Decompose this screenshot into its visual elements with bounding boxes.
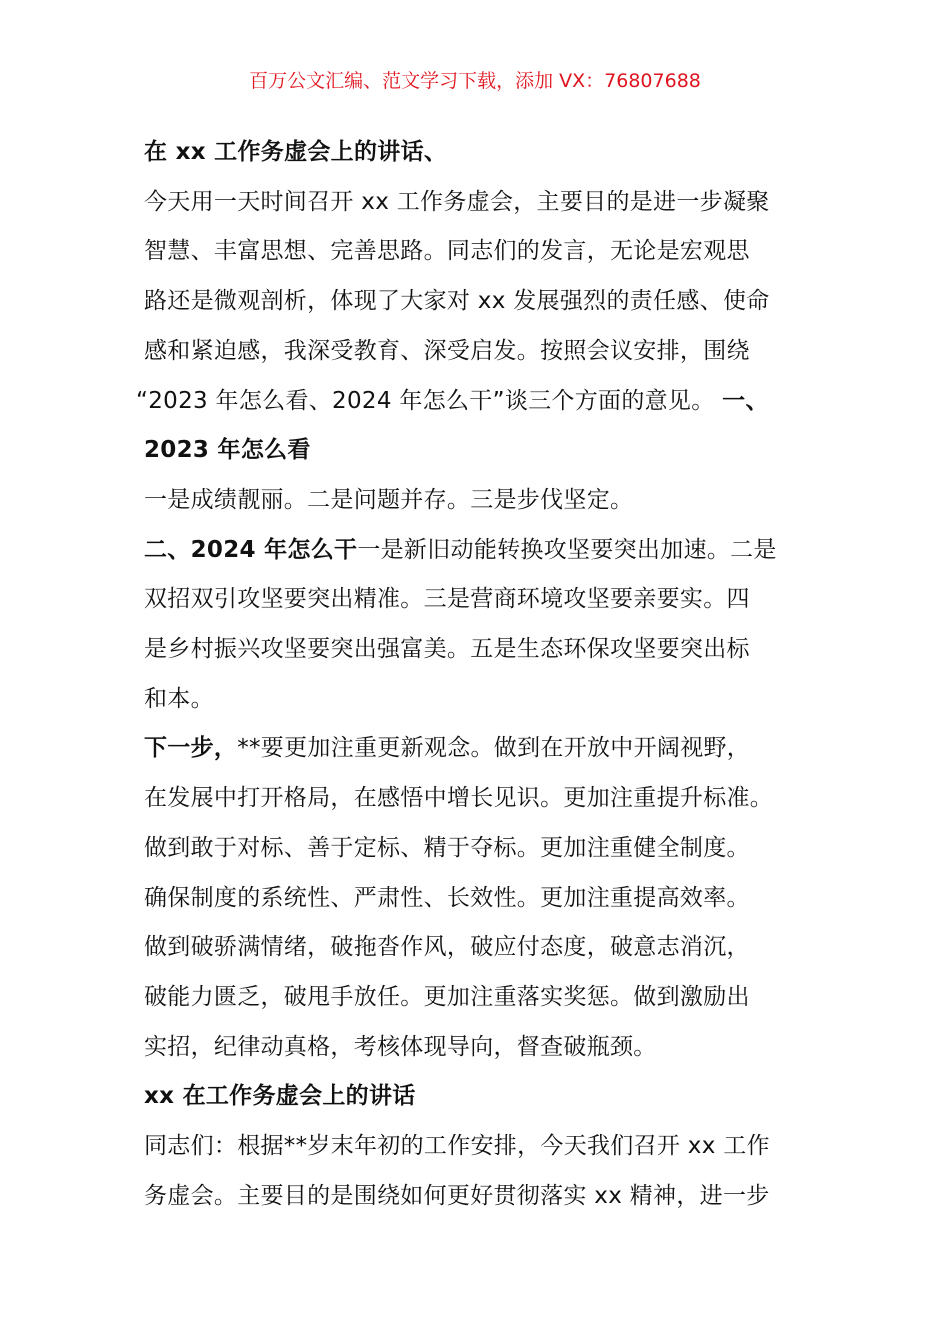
section-1-heading: 2023 年怎么看 [144, 437, 311, 464]
section-1-prefix: 一、 [722, 387, 769, 414]
watermark-header: 百万公文汇编、范文学习下载，添加 VX：76807688 [249, 70, 701, 92]
section-1-body: 一是成绩靓丽。二是问题并存。三是步伐坚定。 [144, 486, 634, 513]
paragraph-line: 双招双引攻坚要突出精准。三是营商环境攻坚要亲要实。四 [144, 586, 750, 613]
next-step-text: **要更加注重更新观念。做到在开放中开阔视野， [237, 735, 751, 762]
section-2-text: 一是新旧动能转换攻坚要突出加速。二是 [357, 536, 777, 563]
paragraph-line: 感和紧迫感，我深受教育、深受启发。按照会议安排，围绕 [144, 337, 750, 364]
speech-title-1: 在 xx 工作务虚会上的讲话、 [144, 139, 448, 165]
section-2-heading: 二、2024 年怎么干 [144, 536, 358, 563]
paragraph-line: 同志们：根据**岁末年初的工作安排，今天我们召开 xx 工作 [144, 1133, 770, 1160]
speech-title-2: xx 在工作务虚会上的讲话 [144, 1083, 416, 1110]
paragraph-text: “2023 年怎么看、2024 年怎么干”谈三个方面的意见。 [136, 387, 715, 414]
paragraph-line: 确保制度的系统性、严肃性、长效性。更加注重提高效率。 [144, 884, 750, 911]
paragraph-line: 路还是微观剖析，体现了大家对 xx 发展强烈的责任感、使命 [144, 288, 770, 315]
paragraph-line: 做到敢于对标、善于定标、精于夺标。更加注重健全制度。 [144, 834, 750, 861]
paragraph-line: 是乡村振兴攻坚要突出强富美。五是生态环保攻坚要突出标 [144, 636, 750, 663]
section-2-line [144, 526, 812, 576]
paragraph-line: 和本。 [144, 685, 214, 712]
next-step-line [144, 724, 812, 774]
paragraph-line: 在发展中打开格局，在感悟中增长见识。更加注重提升标准。 [144, 785, 774, 812]
paragraph-line: 智慧、丰富思想、完善思路。同志们的发言，无论是宏观思 [144, 238, 750, 265]
paragraph-line: 务虚会。主要目的是围绕如何更好贯彻落实 xx 精神，进一步 [144, 1182, 770, 1209]
document-body [136, 128, 812, 1221]
paragraph-line: 破能力匮乏，破甩手放任。更加注重落实奖惩。做到激励出 [144, 983, 750, 1010]
paragraph-line: 今天用一天时间召开 xx 工作务虚会，主要目的是进一步凝聚 [144, 188, 770, 215]
paragraph-line: 做到破骄满情绪，破拖沓作风，破应付态度，破意志消沉， [144, 934, 750, 961]
next-step-heading: 下一步， [144, 735, 238, 762]
paragraph-line: 实招，纪律动真格，考核体现导向，督查破瓶颈。 [144, 1033, 657, 1060]
paragraph-line [136, 377, 812, 427]
